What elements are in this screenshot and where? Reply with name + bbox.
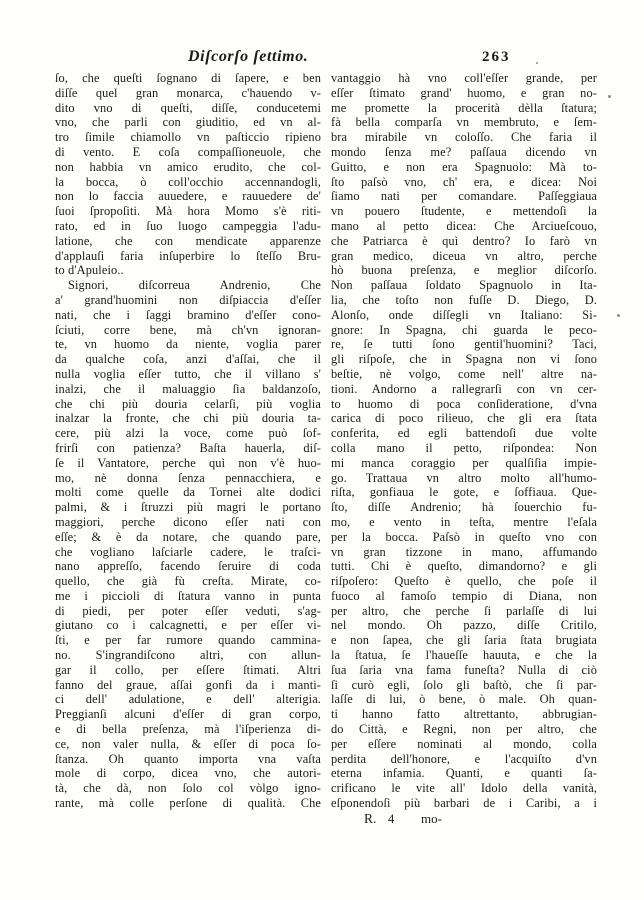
text-line: tioni. Andorno a rallegrarſi con vn cer- [331,381,597,396]
text-line: vantaggio hà vno coll'eſſer grande, per [331,71,597,85]
text-line: riſpoſero: Queſto è quello, che poſe il [331,574,597,589]
text-line: fà bella comparſa vn membruto, e ſem- [331,115,597,130]
text-line: me i piccioli di ſtatura vanno in punta [55,588,321,603]
text-line: nano appreſſo, facendo ſeruire di coda [55,559,321,574]
text-line: che vogliano laſciarle cadere, le traſci- [55,544,321,559]
text-line: non habbia vn amico erudito, che col- [55,159,321,174]
text-line: fuoco al famoſo tempio di Diana, non [331,588,597,603]
text-line: giutano co i calcagnetti, e per eſſer vi- [55,618,321,633]
text-line: fanno del graue, aſſai gonfi da i manti- [55,677,321,692]
text-line: go. Trattaua vn altro molto all'humo- [331,470,597,485]
text-line: d'applauſi faria inſuperbire lo ſteſſo Bru- [55,248,321,263]
ink-speck [536,62,538,64]
text-line: latione, che con mendicate apparenze [55,233,321,248]
text-line: ſciuti, corre bene, mà ch'vn ignoran- [55,322,321,337]
text-line: ſua ſaria vna fama funeſta? Nulla di ciò [331,662,597,677]
text-line: dito vno di queſti, diſſe, conducetemi [55,100,321,115]
text-line: ſto paſsò vno, ch' era, e dicea: Noi [331,174,597,189]
text-line: a' grand'huomini non diſpiaccia d'eſſer [55,292,321,307]
text-line: da qualche coſa, anzi d'aſſai, che il [55,352,321,367]
text-line: lia, che toſto non fuſſe D. Diego, D. [331,292,597,307]
text-line: to huomo di poca conſideratione, d'vna [331,396,597,411]
text-line: frirſi con patienza? Baſta hauerla, diſ- [55,440,321,455]
page-number: 263 [482,49,511,65]
text-line: eſponendoſi più barbari de i Caribi, a i [331,796,597,811]
text-line: che chi più douria celarſi, più voglia [55,396,321,411]
text-line: mo, e vento in teſta, mentre l'eſala [331,514,597,529]
text-line: che Patriarca è quì dentro? Io farò vn [331,233,597,248]
text-line: bra mirabile vn coloſſo. Che faria il [331,130,597,145]
text-line: di piedi, per poter eſſer veduti, s'ag- [55,603,321,618]
text-line: nulla voglia eſſer tutto, che il villano s' [55,366,321,381]
text-line: carica di poco rilieuo, che gli era ſtata [331,411,597,426]
text-line: ti hanno fatto altrettanto, abbrugian- [331,707,597,722]
text-line: perdita dell'honore, e l'acquiſto d'vn [331,751,597,766]
text-line: quello, che già fù creſta. Mirate, co- [55,574,321,589]
text-line: cere, più alzi la voce, come può ſof- [55,426,321,441]
text-line: ce, non valer nulla, & eſſer di poca ſo- [55,736,321,751]
text-line: riſta, gonfiaua le gote, e ſoffiaua. Que- [331,485,597,500]
text-line: eſſer ſtimato grand' huomo, e gran no- [331,85,597,100]
catchword: mo- [421,810,442,826]
text-line: non lo faccia auuedere, e rauuedere de' [55,189,321,204]
text-line: per la bocca. Paſsò in queſto vno con [331,529,597,544]
text-line: colla mano il petto, riſpondea: Non [331,440,597,455]
text-line: maggiori, perche dicono eſſer nati con [55,514,321,529]
text-column-right [331,71,597,827]
ink-speck [608,95,611,98]
text-line: te, vn huomo da niente, voglia parer [55,337,321,352]
text-line: eterna infamia. Quanti, e quanti ſa- [331,766,597,781]
text-line: rato, ed in ſuo luogo campeggia l'adu- [55,218,321,233]
text-line: inalzar la fronte, che chi più douria ta- [55,411,321,426]
text-line: to d'Apuleio.. [55,263,124,278]
text-block [55,71,597,827]
text-line: molti come quelle da Tornei alte dodici [55,485,321,500]
text-line: re, ſe tutti ſono gentil'huomini? Taci, [331,337,597,352]
text-line: no. S'ingrandiſcono altri, con allun- [55,648,321,663]
text-line: tro ſimile chiamollo vn paſticcio ripieno [55,130,321,145]
text-line: di vento. E coſa compaſſioneuole, che [55,144,321,159]
text-line: crificano le vite all' Idolo della vanità, [331,781,597,796]
text-line: gli riſpoſe, che in Spagna non vi ſono [331,352,597,367]
text-line: gnore: In Spagna, chi guarda le peco- [331,322,597,337]
text-line: vno, che parli con giuditio, ed vn al- [55,115,321,130]
text-line: rante, mà colle perſone di qualità. Che [55,796,321,811]
ink-speck [617,314,620,317]
text-line: beſtie, nè volgo, come nell' altre na- [331,366,597,381]
text-line: me promette la procerità dèlla ſtatura; [331,100,597,115]
text-line: tutti. Chi è queſto, dimandorno? e gli [331,559,597,574]
text-line: mano al petto dicea: Che Arciueſcouo, [331,218,597,233]
text-line: ci dell' adulatione, e dell' alterigia. [55,692,321,707]
text-line: Signori, diſcorreua Andrenio, Che [68,278,321,293]
running-head-title: Diſcorſo ſettimo. [188,48,309,65]
text-line: ſti, e per far rumore quando cammina- [55,633,321,648]
text-line: nati, che i ſaggi bramino d'eſſer cono- [55,307,321,322]
signature-mark-number: 4 [388,811,395,826]
text-line: ſtanza. Oh quanto importa vna vaſta [55,751,321,766]
text-line: do Città, e Regni, non per altro, che [331,722,597,737]
text-line: ſi curò egli, ſolo gli baſtò, che ſi par- [331,677,597,692]
text-line: vn pouero ſtudente, e mettendoſi la [331,204,597,219]
signature-mark-letter: R. [364,810,377,826]
colophon-row [331,811,597,827]
text-line: vn gran tizzone in mano, affumando [331,544,597,559]
text-line: mondo ſenza me? paſſaua dicendo vn [331,144,597,159]
text-line: mo, nè donna ſenza pennacchiera, e [55,470,321,485]
text-line: Preggianſi alcuni d'eſſer di gran corpo, [55,707,321,722]
text-line: mi manca coraggio per qualſiſia impie- [331,455,597,470]
text-line: diſſe quel gran monarca, c'hauendo v- [55,85,321,100]
text-line: la bocca, ò coll'occhio accennandogli, [55,174,321,189]
text-line: ſiamo nati per comandare. Paſſeggiaua [331,189,597,204]
text-line: ſuoi ſpropoſiti. Mà hora Momo s'è riti- [55,204,321,219]
text-line: gran medico, diceua vn altro, perche [331,248,597,263]
text-line: Alonſo, onde diſſegli vn Italiano: Si- [331,307,597,322]
text-line: per eſſere nominati al mondo, colla [331,736,597,751]
text-line: per altro, che perche ſi parlaſſe di lui [331,603,597,618]
text-line: tà, che dà, non ſolo col vòlgo igno- [55,781,321,796]
text-column-left [55,71,321,827]
text-line: Non paſſaua ſoldato Spagnuolo in Ita- [331,278,597,293]
text-line: ſe il Vantatore, perche quì non v'è huo- [55,455,321,470]
text-line: e di bella preſenza, mà l'iſperienza di- [55,722,321,737]
text-line: ſto, diſſe Andrenio; hà ſouerchio fu- [331,500,597,515]
running-head [0,48,644,70]
text-line: palmi, & i ſtruzzi più magri le portano [55,500,321,515]
text-line: eſſe; & è da notare, che quando pare, [55,529,321,544]
text-line: Guitto, e non era Spagnuolo: Mà to- [331,159,597,174]
text-line: inalzi, che il maluaggio ſia baldanzoſo, [55,381,321,396]
text-line: la ſtatua, ſe l'haueſſe hauuta, e che la [331,648,597,663]
text-line: hò buona preſenza, e meglior diſcorſo. [331,263,597,278]
text-line: gar il collo, per eſſere ſtimati. Altri [55,662,321,677]
text-line: ſo, che queſti ſognano di ſapere, e ben [55,71,321,85]
text-line: laſſe di lui, ò bene, ò male. Oh quan- [331,692,597,707]
text-line: conferita, ed egli battendoſi due volte [331,426,597,441]
text-line: mole di corpo, dicea vno, che autori- [55,766,321,781]
text-line: e non ſapea, che gli ſaria ſtata brugiata [331,633,597,648]
text-line: nel mondo. Oh pazzo, diſſe Critilo, [331,618,597,633]
